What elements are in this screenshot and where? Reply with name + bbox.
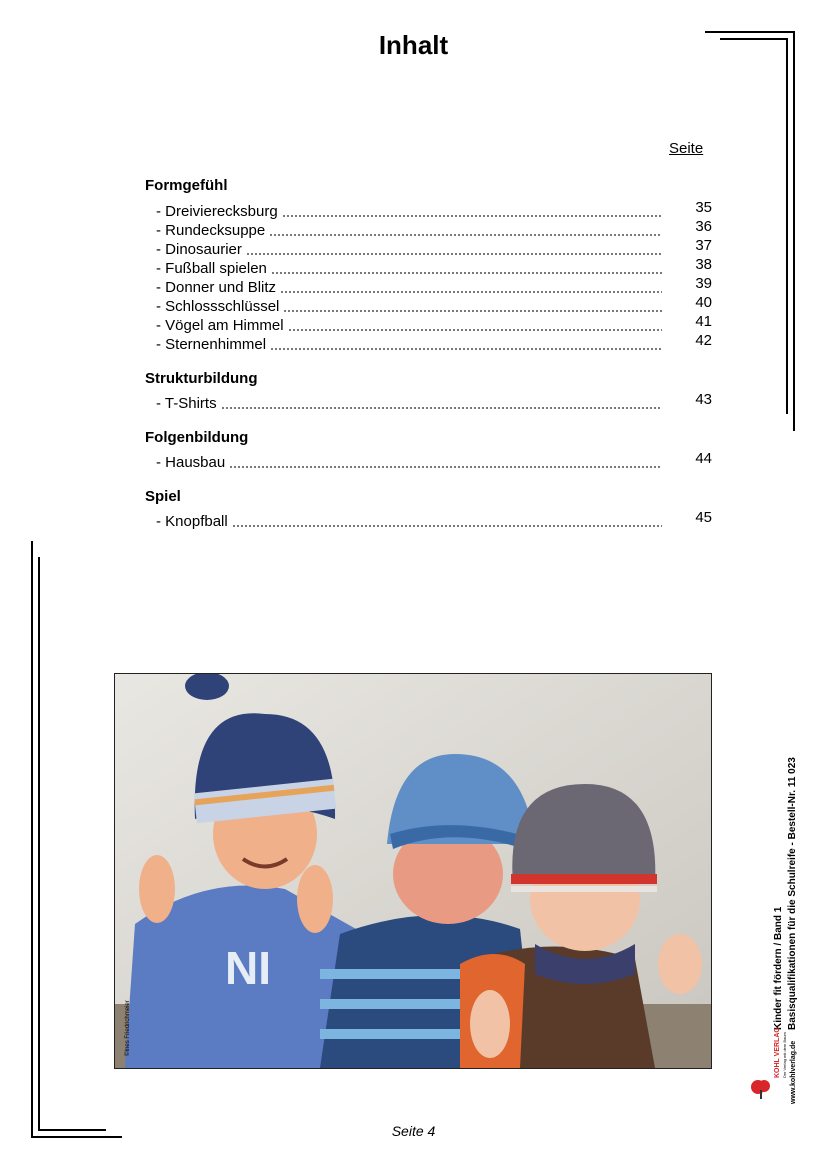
toc-entry-page: 45 (695, 509, 712, 526)
leader-dots (271, 271, 662, 275)
page-column-header: Seite (669, 140, 704, 157)
toc-entry-label: - Vögel am Himmel (156, 317, 284, 334)
sidebar-line-1: Kinder fit fördern / Band 1 (773, 906, 784, 1030)
toc-entry-page: 42 (695, 332, 712, 349)
tree-icon (750, 1078, 772, 1100)
leader-dots (288, 328, 662, 332)
toc-entry-page: 40 (695, 294, 712, 311)
toc-entry (156, 313, 712, 335)
toc-entry-label: - Fußball spielen (156, 260, 267, 277)
toc-entry (156, 450, 712, 472)
leader-dots (269, 233, 662, 237)
photo-children-thumbs-up (114, 673, 712, 1069)
leader-dots (246, 252, 662, 256)
leader-dots (283, 309, 662, 313)
toc-entry-label: - Dreivierecksburg (156, 203, 278, 220)
toc-entry (156, 256, 712, 278)
leader-dots (229, 465, 662, 469)
toc-entry (156, 275, 712, 297)
publisher-tagline: Der Verlag mit dem Baum (782, 1032, 787, 1078)
toc-entry-page: 44 (695, 450, 712, 467)
toc-entry (156, 332, 712, 354)
toc-entry-page: 41 (695, 313, 712, 330)
section-title-strukturbildung: Strukturbildung (145, 370, 258, 387)
toc-entry-page: 43 (695, 391, 712, 408)
photo-illustration (115, 674, 711, 1068)
leader-dots (221, 406, 662, 410)
frame-line-right-1 (793, 31, 795, 431)
sidebar-line-2: Basisqualifikationen für die Schulreife - Bestell-Nr. 11 023 (787, 757, 798, 1030)
toc-entry-page: 35 (695, 199, 712, 216)
toc-entry-label: - Rundecksuppe (156, 222, 266, 239)
frame-line-top-2 (720, 38, 787, 40)
toc-entry-label: - Dinosaurier (156, 241, 242, 258)
leader-dots (270, 347, 662, 351)
toc-entry (156, 237, 712, 259)
frame-line-right-2 (786, 38, 788, 414)
frame-line-left-2 (38, 557, 40, 1131)
section-title-spiel: Spiel (145, 488, 181, 505)
frame-line-top-1 (705, 31, 794, 33)
toc-entry-label: - Hausbau (156, 454, 226, 471)
toc-entry (156, 391, 712, 413)
leader-dots (282, 214, 662, 218)
toc-entry (156, 294, 712, 316)
toc-entry (156, 218, 712, 240)
toc-entry-page: 37 (695, 237, 712, 254)
leader-dots (232, 524, 662, 528)
page-title: Inhalt (378, 30, 449, 60)
photo-credit: ©Ines Friedrichmeier (125, 1000, 131, 1056)
toc-entry-label: - T-Shirts (156, 395, 217, 412)
toc-entry-page: 38 (695, 256, 712, 273)
toc-entry-page: 36 (695, 218, 712, 235)
svg-text:NI: NI (225, 942, 271, 994)
frame-line-left-1 (31, 541, 33, 1138)
leader-dots (280, 290, 662, 294)
toc-entry-label: - Schlossschlüssel (156, 298, 280, 315)
toc-entry-label: - Knopfball (156, 513, 228, 530)
publisher-name: KOHL VERLAG (774, 1027, 781, 1078)
publisher-logo (748, 1027, 797, 1104)
section-title-folgenbildung: Folgenbildung (145, 429, 249, 446)
toc-entry (156, 199, 712, 221)
section-title-formgefuehl: Formgefühl (145, 177, 228, 194)
publisher-url: www.kohlverlag.de (790, 1040, 797, 1104)
toc-entry-label: - Sternenhimmel (156, 336, 267, 353)
page-number-footer: Seite 4 (391, 1123, 436, 1139)
toc-entry-label: - Donner und Blitz (156, 279, 277, 296)
toc-entry-page: 39 (695, 275, 712, 292)
toc-entry (156, 509, 712, 531)
